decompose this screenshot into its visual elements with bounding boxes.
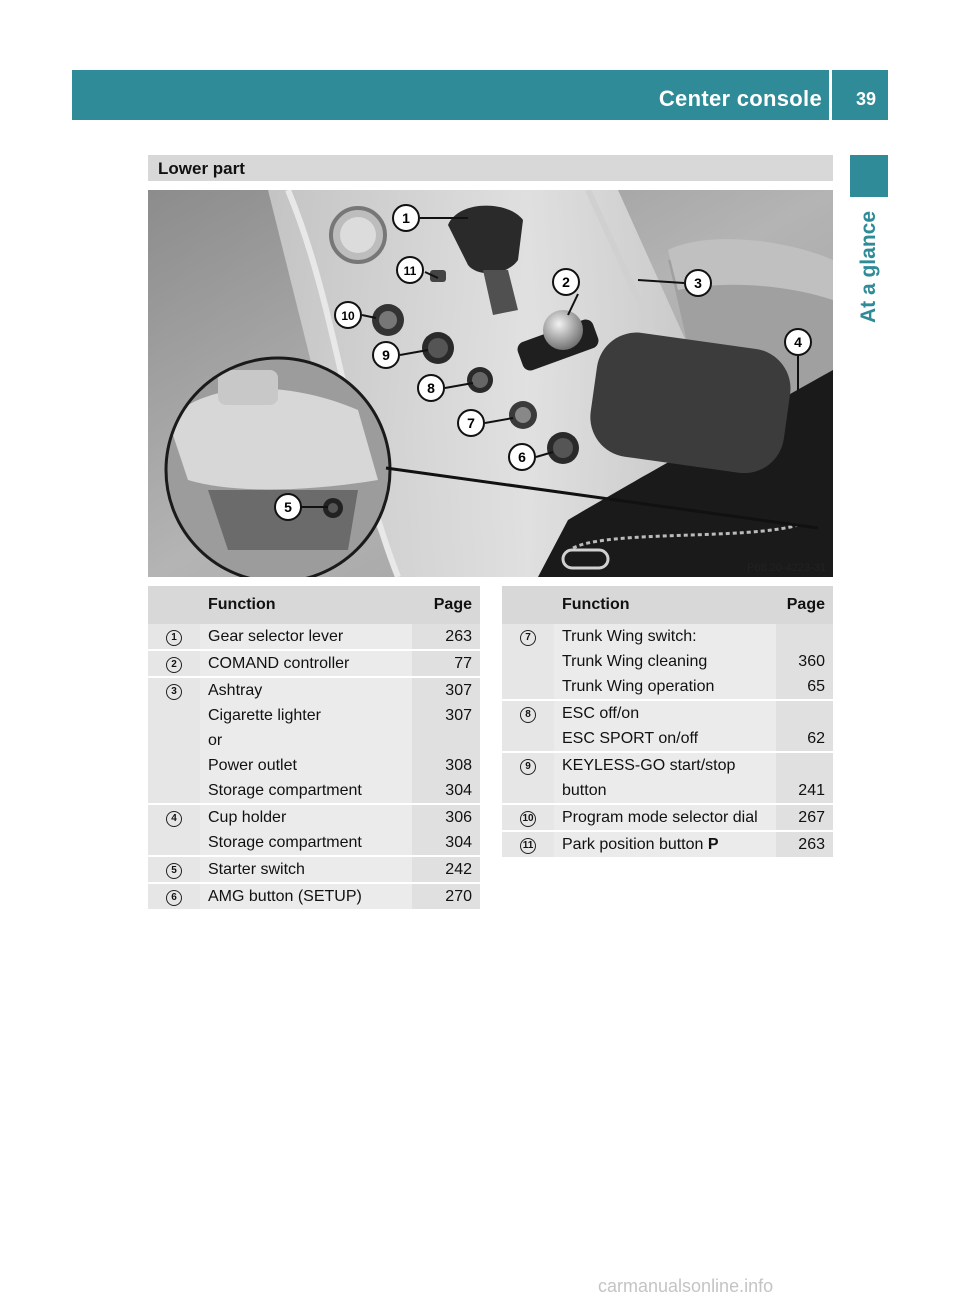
function-table-right [502, 586, 833, 859]
page-cell: 263 [776, 832, 833, 859]
svg-text:2: 2 [562, 274, 570, 290]
function-text: Starter switch [208, 860, 305, 878]
side-label-text: At a glance [857, 210, 880, 324]
chapter-title: Center console [658, 86, 822, 111]
table-row [148, 728, 480, 753]
table-row [502, 778, 833, 805]
header-number-cell [148, 586, 200, 624]
page-cell: 306 [412, 805, 480, 830]
function-cell [200, 805, 412, 830]
table-row [148, 624, 480, 651]
function-table-left [148, 586, 480, 911]
function-text: KEYLESS-GO start/stop [562, 756, 736, 774]
item-number-badge: 1 [166, 630, 182, 646]
function-cell [200, 857, 412, 884]
callout-7 [458, 410, 484, 436]
header-page: Page [412, 586, 480, 624]
item-number-cell [148, 728, 200, 753]
function-cell [554, 726, 776, 753]
page-cell: 263 [412, 624, 480, 651]
svg-text:1: 1 [402, 210, 410, 226]
table-row [148, 703, 480, 728]
function-text: COMAND controller [208, 654, 350, 672]
table-row [502, 701, 833, 726]
page-number: 39 [855, 89, 876, 109]
svg-text:4: 4 [794, 334, 802, 350]
function-text-bold: P [707, 835, 719, 853]
function-text: Trunk Wing operation [562, 677, 715, 695]
item-number-badge: 9 [520, 759, 536, 775]
function-cell [200, 830, 412, 857]
function-cell [200, 678, 412, 703]
function-text: or [208, 731, 223, 749]
svg-text:8: 8 [427, 380, 435, 396]
function-text: Trunk Wing switch: [562, 627, 697, 645]
watermark: carmanualsonline.info [598, 1276, 774, 1296]
function-text: Cup holder [208, 808, 287, 826]
right-table-body [502, 624, 833, 859]
function-cell [554, 832, 776, 859]
function-text: button [562, 781, 607, 799]
function-cell [554, 805, 776, 832]
item-number-badge: 2 [166, 657, 182, 673]
callout-11 [397, 257, 423, 283]
section-title: Lower part [158, 159, 245, 178]
table-row [148, 830, 480, 857]
callout-6 [509, 444, 535, 470]
function-text: Storage compartment [208, 781, 362, 799]
page-cell: 307 [412, 678, 480, 703]
header-function: Function [200, 586, 412, 624]
page-cell: 77 [412, 651, 480, 678]
table-row [148, 805, 480, 830]
function-text: Ashtray [208, 681, 263, 699]
page-cell: 308 [412, 753, 480, 778]
page-cell: 267 [776, 805, 833, 832]
page-cell [776, 701, 833, 726]
table-row [148, 857, 480, 884]
function-cell [200, 778, 412, 805]
table-row [148, 753, 480, 778]
function-cell [554, 778, 776, 805]
table-row [502, 805, 833, 832]
table-row [148, 678, 480, 703]
item-number-cell [502, 649, 554, 674]
item-number-cell [502, 805, 554, 832]
table-row [502, 726, 833, 753]
table-row [502, 832, 833, 859]
function-cell [200, 703, 412, 728]
function-text: Cigarette lighter [208, 706, 321, 724]
table-row [148, 651, 480, 678]
page-cell: 307 [412, 703, 480, 728]
item-number-badge: 5 [166, 863, 182, 879]
item-number-cell [148, 830, 200, 857]
svg-text:7: 7 [467, 415, 475, 431]
page-cell: 241 [776, 778, 833, 805]
item-number-cell [148, 678, 200, 703]
page-cell: 270 [412, 884, 480, 911]
page-cell: 65 [776, 674, 833, 701]
item-number-cell [148, 805, 200, 830]
function-cell [554, 624, 776, 649]
svg-text:5: 5 [284, 499, 292, 515]
header-number-cell [502, 586, 554, 624]
function-cell [200, 753, 412, 778]
table-row [502, 624, 833, 649]
page-cell: 242 [412, 857, 480, 884]
item-number-cell [148, 703, 200, 728]
function-text: Gear selector lever [208, 627, 344, 645]
header-page: Page [776, 586, 833, 624]
function-text: Storage compartment [208, 833, 362, 851]
function-cell [200, 624, 412, 651]
item-number-badge: 6 [166, 890, 182, 906]
item-number-badge: 11 [520, 838, 536, 854]
svg-text:10: 10 [341, 309, 355, 323]
header-function: Function [554, 586, 776, 624]
item-number-cell [148, 778, 200, 805]
page-cell: 304 [412, 830, 480, 857]
function-cell [200, 651, 412, 678]
page-cell [776, 753, 833, 778]
item-number-badge: 3 [166, 684, 182, 700]
table-row [502, 674, 833, 701]
table-row [148, 884, 480, 911]
page-cell [776, 624, 833, 649]
console-illustration [148, 190, 833, 577]
function-cell [200, 884, 412, 911]
side-tab-marker [850, 155, 888, 197]
page-cell: 360 [776, 649, 833, 674]
item-number-cell [148, 857, 200, 884]
function-text: AMG button (SETUP) [208, 887, 362, 905]
function-text: Power outlet [208, 756, 297, 774]
item-number-cell [148, 624, 200, 651]
function-text: Program mode selector dial [562, 808, 758, 826]
table-row [502, 753, 833, 778]
item-number-cell [148, 651, 200, 678]
svg-text:6: 6 [518, 449, 526, 465]
figure-caption: P68.20-4223-31 [747, 562, 826, 574]
function-text: ESC off/on [562, 704, 640, 722]
item-number-cell [502, 778, 554, 805]
item-number-cell [502, 726, 554, 753]
page-cell [412, 728, 480, 753]
header-divider [829, 70, 832, 120]
function-cell [554, 753, 776, 778]
callout-10 [335, 302, 361, 328]
section-bar [148, 155, 833, 181]
function-text: Trunk Wing cleaning [562, 652, 708, 670]
callout-3 [685, 270, 711, 296]
left-table-body [148, 624, 480, 911]
side-label [850, 197, 888, 337]
callout-5 [275, 494, 301, 520]
function-text: ESC SPORT on/off [562, 729, 699, 747]
item-number-cell [502, 832, 554, 859]
item-number-badge: 4 [166, 811, 182, 827]
header-bar [72, 70, 888, 120]
svg-text:11: 11 [403, 264, 417, 278]
function-text: Park position button [562, 835, 708, 853]
function-cell [554, 701, 776, 726]
svg-text:9: 9 [382, 347, 390, 363]
item-number-cell [502, 624, 554, 649]
table-row [148, 778, 480, 805]
item-number-badge: 8 [520, 707, 536, 723]
page-cell: 62 [776, 726, 833, 753]
function-cell [554, 674, 776, 701]
item-number-cell [148, 884, 200, 911]
function-cell [554, 649, 776, 674]
callout-4 [785, 329, 811, 355]
item-number-badge: 10 [520, 811, 536, 827]
callout-1 [393, 205, 419, 231]
function-cell [200, 728, 412, 753]
page-cell: 304 [412, 778, 480, 805]
item-number-cell [502, 701, 554, 726]
callout-9 [373, 342, 399, 368]
item-number-cell [502, 753, 554, 778]
callout-2 [553, 269, 579, 295]
table-row [502, 649, 833, 674]
item-number-badge: 7 [520, 630, 536, 646]
item-number-cell [148, 753, 200, 778]
svg-text:3: 3 [694, 275, 702, 291]
item-number-cell [502, 674, 554, 701]
center-console-figure [148, 190, 833, 577]
callout-8 [418, 375, 444, 401]
